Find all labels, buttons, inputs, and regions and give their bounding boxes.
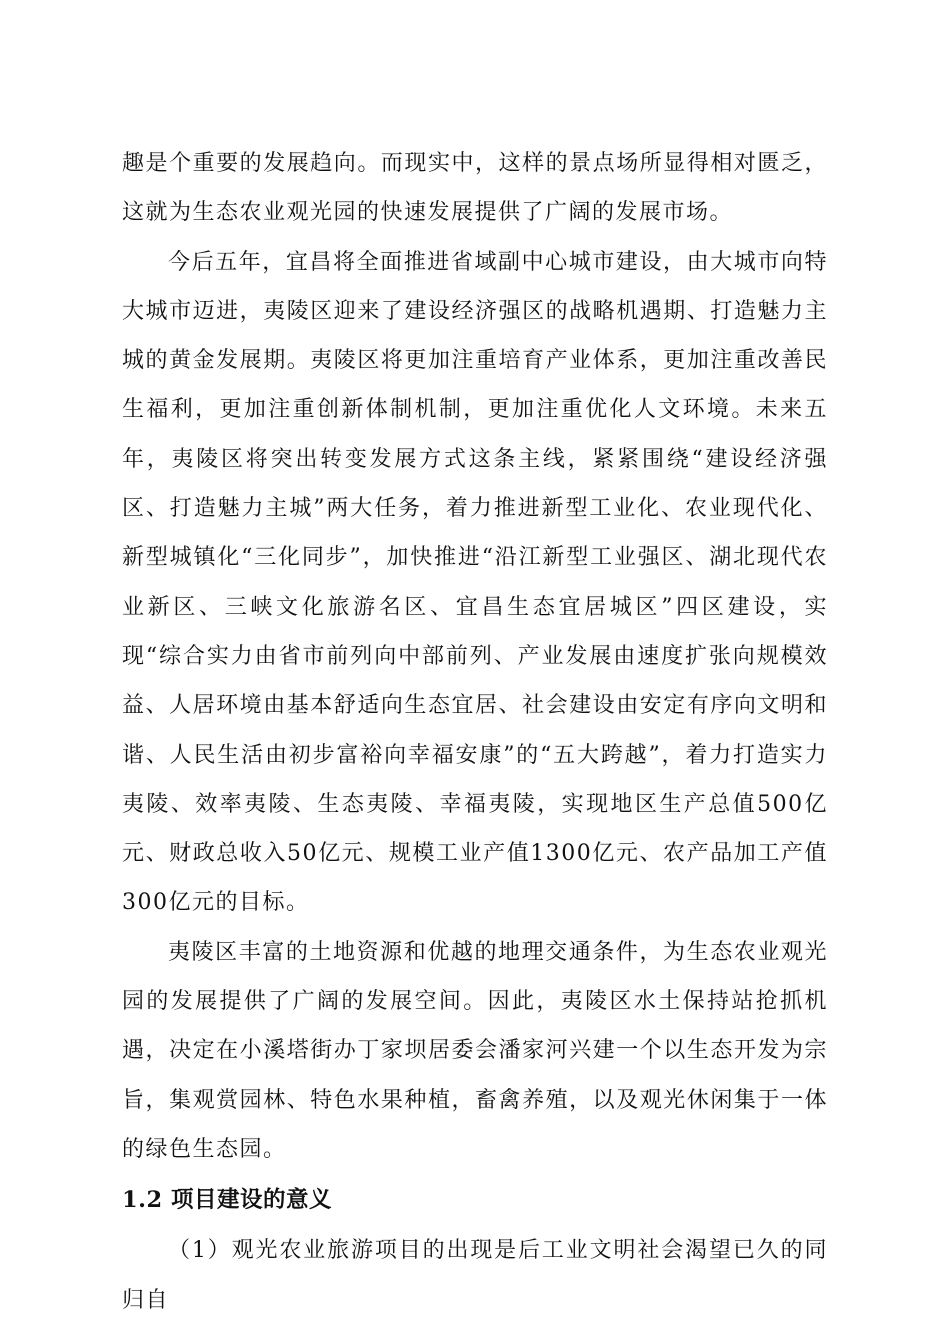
paragraph-continued: 趣是个重要的发展趋向。而现实中，这样的景点场所显得相对匮乏，这就为生态农业观光园的快速发展提供了广阔的发展市场。 xyxy=(122,151,828,226)
paragraph-significance: （1）观光农业旅游项目的出现是后工业文明社会渴望已久的同归自 xyxy=(122,1238,828,1313)
paragraph-land-resources: 夷陵区丰富的土地资源和优越的地理交通条件，为生态农业观光园的发展提供了广阔的发展空间。因此，夷陵区水土保持站抢抓机遇，决定在小溪塔街办丁家坝居委会潘家河兴建一个以生态开发为宗旨，集观赏园林、特色水果种植，畜禽养殖，以及观光休闲集于一体的绿色生态园。 xyxy=(122,939,828,1162)
section-heading: 1.2 项目建设的意义 xyxy=(122,1187,332,1214)
paragraph-development-plan: 今后五年，宜昌将全面推进省域副中心城市建设，由大城市向特大城市迈进，夷陵区迎来了建设经济强区的战略机遇期、打造魅力主城的黄金发展期。夷陵区将更加注重培育产业体系，更加注重改善民生福利，更加注重创新体制机制，更加注重优化人文环境。未来五年，夷陵区将突出转变发展方式这条主线，紧紧围绕“建设经济强区、打造魅力主城”两大任务，着力推进新型工业化、农业现代化、新型城镇化“三化同步”，加快推进“沿江新型工业强区、湖北现代农业新区、三峡文化旅游名区、宜昌生态宜居城区”四区建设，实现“综合实力由省市前列向中部前列、产业发展由速度扩张向规模效益、人居环境由基本舒适向生态宜居、社会建设由安定有序向文明和谐、人民生活由初步富裕向幸福安康”的“五大跨越”，着力打造实力夷陵、效率夷陵、生态夷陵、幸福夷陵，实现地区生产总值500亿元、财政总收入50亿元、规模工业产值1300亿元、农产品加工产值300亿元的目标。 xyxy=(122,249,828,916)
document-page xyxy=(122,139,828,1325)
